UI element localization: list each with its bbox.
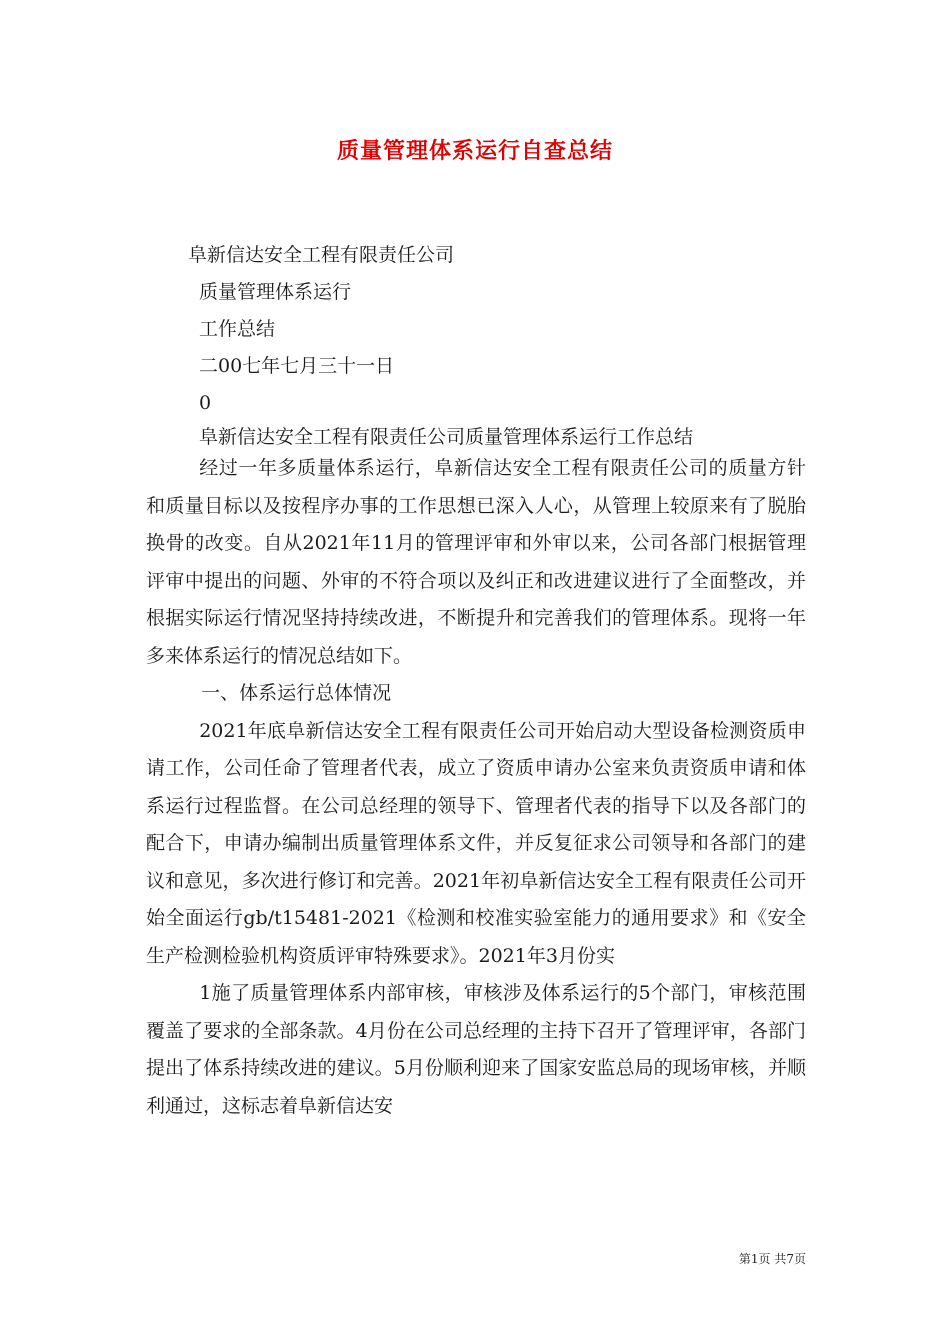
document-title: 质量管理体系运行自查总结 — [336, 139, 613, 164]
paragraph-3: 1施了质量管理体系内部审核，审核涉及体系运行的5个部门，审核范围覆盖了要求的全部条款。4月份在公司总经理的主持下召开了管理评审，各部门提出了体系持续改进的建议。5月份顺利迎来了国家安监总局的现场审核，并顺利通过，这标志着阜新信达安 — [146, 982, 806, 1117]
paragraph-2: 2021年底阜新信达安全工程有限责任公司开始启动大型设备检测资质申请工作，公司任命了管理者代表，成立了资质申请办公室来负责资质申请和体系运行过程监督。在公司总经理的领导下、管理者代表的指导下以及各部门的配合下，申请办编制出质量管理体系文件，并反复征求公司领导和各部门的建议和意见，多次进行修订和完善。2021年初阜新信达安全工程有限责任公司开始全面运行gb/t15481-2021《检测和校准实验室能力的通用要求》和《安全生产检测检验机构资质评审特殊要求》。2021年3月份实 — [146, 719, 806, 967]
body-text — [146, 450, 806, 1125]
cover-subject: 质量管理体系运行 — [199, 281, 352, 303]
section-heading-1: 一、体系运行总体情况 — [201, 682, 392, 704]
cover-company: 阜新信达安全工程有限责任公司 — [188, 244, 455, 266]
cover-date: 二00七年七月三十一日 — [199, 355, 395, 377]
paragraph-1: 经过一年多质量体系运行，阜新信达安全工程有限责任公司的质量方针和质量目标以及按程序办事的工作思想已深入人心，从管理上较原来有了脱胎换骨的改变。自从2021年11月的管理评审和外审以来，公司各部门根据管理评审中提出的问题、外审的不符合项以及纠正和改进建议进行了全面整改，并根据实际运行情况坚持持续改进，不断提升和完善我们的管理体系。现将一年多来体系运行的情况总结如下。 — [146, 457, 806, 667]
cover-page-mark: 0 — [199, 392, 212, 414]
page-footer: 第1页 共7页 — [738, 1252, 806, 1266]
cover-doc-type: 工作总结 — [199, 318, 276, 340]
report-heading: 阜新信达安全工程有限责任公司质量管理体系运行工作总结 — [199, 426, 694, 448]
